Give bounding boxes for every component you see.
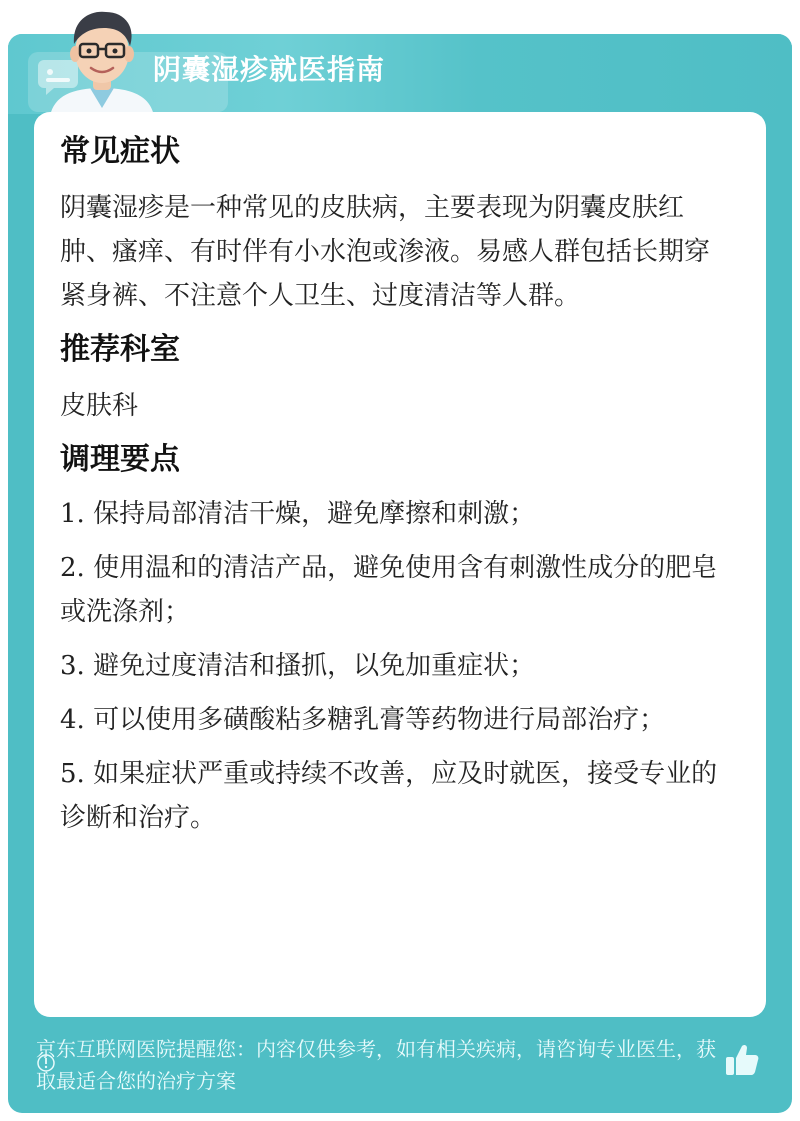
list-item [60, 698, 730, 742]
footer-disclaimer: 京东互联网医院提醒您：内容仅供参考，如有相关疾病，请咨询专业医生，获取最适合您的治疗方案 [36, 1037, 716, 1093]
department-section [60, 328, 730, 428]
list-item [60, 546, 730, 634]
list-item-text: 保持局部清洁干燥，避免摩擦和刺激； [93, 499, 536, 529]
list-item [60, 752, 730, 840]
symptoms-text: 阴囊湿疹是一种常见的皮肤病，主要表现为阴囊皮肤红肿、瘙痒、有时伴有小水泡或渗液。易感人群包括长期穿紧身裤、不注意个人卫生、过度清洁等人群。 [60, 193, 711, 311]
list-item-text: 可以使用多磺酸粘多糖乳膏等药物进行局部治疗； [93, 705, 666, 735]
list-item-number: 2. [60, 553, 85, 583]
care-title: 调理要点 [60, 442, 180, 477]
list-item-number: 5. [60, 759, 85, 789]
symptoms-title: 常见症状 [60, 134, 180, 169]
list-item-number: 1. [60, 499, 85, 529]
list-item [60, 492, 730, 536]
list-item-number: 4. [60, 705, 85, 735]
content-card [34, 112, 766, 1017]
thumbs-up-icon[interactable] [722, 1040, 762, 1080]
list-item-text: 使用温和的清洁产品，避免使用含有刺激性成分的肥皂或洗涤剂； [60, 553, 718, 627]
department-title: 推荐科室 [60, 332, 180, 367]
department-text: 皮肤科 [60, 391, 139, 421]
doctor-avatar [44, 8, 160, 116]
care-list [60, 492, 730, 840]
list-item-text: 避免过度清洁和搔抓，以免加重症状； [93, 651, 536, 681]
list-item-number: 3. [60, 651, 85, 681]
care-section [60, 438, 730, 840]
symptoms-section [60, 130, 730, 318]
list-item-text: 如果症状严重或持续不改善，应及时就医，接受专业的诊断和治疗。 [60, 759, 718, 833]
list-item [60, 644, 730, 688]
content-body [60, 130, 730, 850]
page-title: 阴囊湿疹就医指南 [153, 53, 386, 86]
